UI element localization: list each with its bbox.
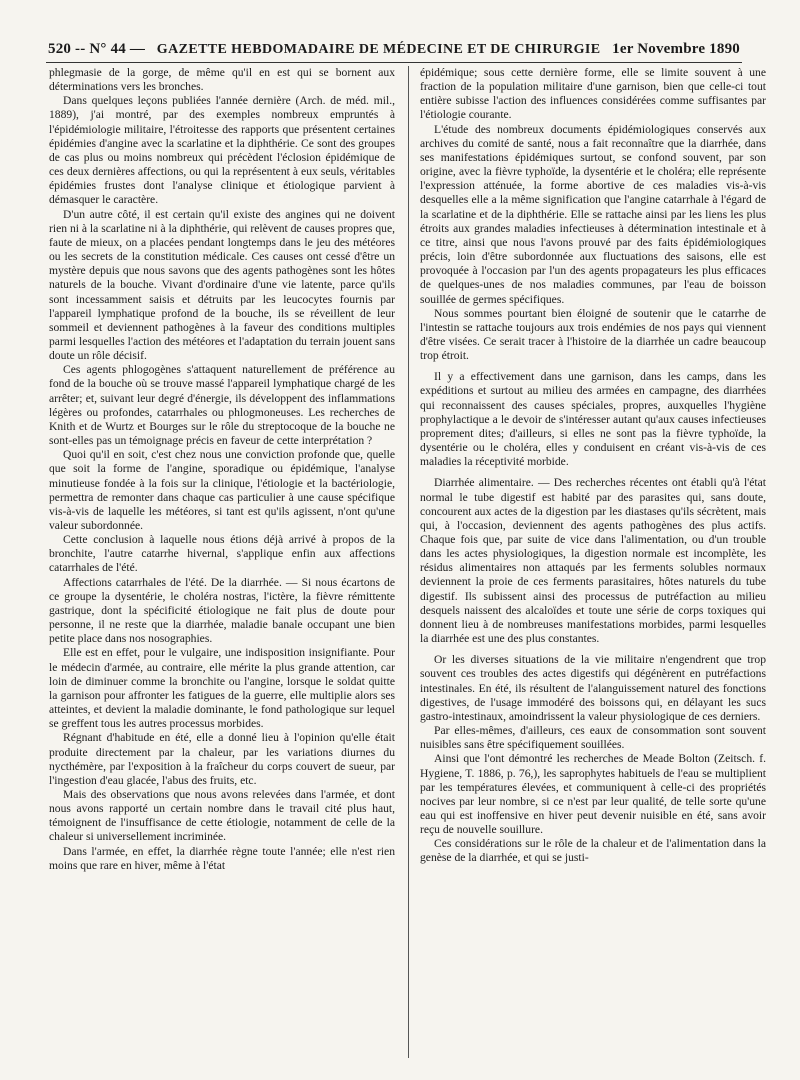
paragraph: Ces considérations sur le rôle de la chaleur et de l'alimentation dans la genèse de la diarrhée, et qui se justi-	[420, 837, 766, 865]
paragraph: Mais des observations que nous avons relevées dans l'armée, et dont nous avons rapporté un certain nombre dans le travail cité plus haut, témoignent de l'insuffisance de cette étiologie, notamment de celle de la chaleur si universellement incriminée.	[49, 787, 395, 844]
page-header	[48, 34, 740, 58]
header-rule	[46, 62, 742, 63]
paragraph: Cette conclusion à laquelle nous étions déjà arrivé à propos de la bronchite, l'autre catarrhe hivernal, s'applique enfin aux affections catarrhales de l'été.	[49, 533, 395, 575]
paragraph: Elle est en effet, pour le vulgaire, une indisposition insignifiante. Pour le médecin d'armée, au contraire, elle mérite la plus grande attention, car loin de diminuer comme la bronchite ou l'angine, lorsque le soldat quitte la garnison pour affronter les fatigues de la guerre, elle multiplie alors ses atteintes, et devient la maladie dominante, le fond pathologique sur lequel se greffent tous les autres processus morbides.	[49, 646, 395, 731]
paragraph: Par elles-mêmes, d'ailleurs, ces eaux de consommation sont souvent nuisibles sans être spécifiquement souillées.	[420, 724, 766, 752]
paragraph: Ces agents phlogogènes s'attaquent naturellement de préférence au fond de la bouche où se trouve massé l'appareil lymphatique chargé de les arrêter; et, suivant leur degré d'énergie, ils développent des inflammations légères ou profondes, catarrhales ou phlogmoneuses. Les recherches de Knith et de Wurtz et Bourges sur le rôle du streptocoque de la bouche ne sont-elles pas un témoignage précis en faveur de cette interprétation ?	[49, 363, 395, 448]
paragraph: Dans quelques leçons publiées l'année dernière (Arch. de méd. mil., 1889), j'ai montré, par des exemples nombreux empruntés à l'épidémiologie militaire, l'étroitesse des rapports que présentent certaines épidémies d'angine avec la scarlatine et la diphthérie. Ce sont des groupes de cas plus ou moins nombreux qui précèdent l'éclosion épidémique de ces deux dernières affections, ou qui la représentent à eux seuls, véritables épidémies frustes dont l'analyse clinique et étiologique parvient à démasquer le caractère.	[49, 94, 395, 207]
section-paragraph-alimentary-diarrhea: Diarrhée alimentaire. — Des recherches récentes ont établi qu'à l'état normal le tube digestif est habité par des parasites qui, sans doute, concourent aux actes de la digestion par les diastases qu'ils sécrètent, mais qui, à l'occasion, deviennent des agents pathogènes des plus actifs. Chaque fois que, par suite de vice dans l'alimentation, ou d'un trouble dans les actes physiologiques, la digestion normale est incomplète, les résidus alimentaires non attaqués par les ferments solubles normaux deviennent la proie de ces ferments parasitaires, hôtes naturels du tube digestif. Ils subissent ainsi des processus de putréfaction au milieu desquels naissent des alcaloïdes et toute une série de corps toxiques qui donnent lieu à de nombreuses manifestations morbides, parmi lesquelles la diarrhée est une des plus constantes.	[420, 476, 766, 646]
paragraph: Nous sommes pourtant bien éloigné de soutenir que le catarrhe de l'intestin se rattache toujours aux trois endémies de nos pays qui viennent d'être visées. Ce serait tracer à l'histoire de la diarrhée un cadre beaucoup trop étroit.	[420, 306, 766, 363]
paragraph: épidémique; sous cette dernière forme, elle se limite souvent à une fraction de la population militaire d'une garnison, bien que celle-ci tout entière subisse l'action des influences considérées comme suffisantes par l'étiologie courante.	[420, 66, 766, 122]
page-number: 520 -- N° 44 —	[48, 41, 146, 57]
paragraph: L'étude des nombreux documents épidémiologiques conservés aux archives du comité de santé, nous a fait reconnaître que la diarrhée, dans ses manifestations épidémiques surtout, se confond souvent, par son origine, avec la fièvre typhoïde, la dysentérie et le choléra; elle représente l'expression atténuée, la forme abortive de ces maladies vis-à-vis desquelles elle a la même signification que l'angine catarrhale à l'égard de la scarlatine et de la diphthérie. Elle se rattache ainsi par les liens les plus étroits aux grandes maladies infectieuses à détermination intestinale et à ce titre, ainsi que nous l'avons prouvé par des faits épidémiologiques précis, loin d'être subordonnée aux fluctuations des saisons, elle est provoquée à l'occasion par l'un des agents propagateurs les plus efficaces de quelques-unes de nos maladies communes, par l'eau de boisson souillée de germes spécifiques.	[420, 122, 766, 306]
issue-date: 1er Novembre 1890	[612, 41, 740, 57]
column-divider	[408, 66, 409, 1058]
journal-title: GAZETTE HEBDOMADAIRE DE MÉDECINE ET DE CHIRURGIE	[156, 42, 601, 57]
paragraph: Régnant d'habitude en été, elle a donné lieu à l'opinion qu'elle était produite directement par la chaleur, par les variations diurnes du nycthémère, par l'exposition à la fraîcheur du corps couvert de sueur, par l'ingestion d'eau glacée, l'abus des fruits, etc.	[49, 731, 395, 787]
paragraph: Ainsi que l'ont démontré les recherches de Meade Bolton (Zeitsch. f. Hygiene, T. 1886, p. 76,), les saprophytes habituels de l'eau se multiplient par les températures élevées, et communiquent à celle-ci des propriétés nocives par leur nombre, si ce n'est par leur qualité, de telle sorte qu'une eau qui est inoffensive en hiver peut devenir nuisible en été, sans avoir reçu de nouvelle souillure.	[420, 752, 766, 837]
right-column	[420, 66, 766, 1066]
paragraph: Dans l'armée, en effet, la diarrhée règne toute l'année; elle n'est rien moins que rare en hiver, même à l'état	[49, 844, 395, 872]
paragraph: Quoi qu'il en soit, c'est chez nous une conviction profonde que, quelle que soit la forme de l'angine, sporadique ou épidémique, l'analyse minutieuse fondée à la fois sur la clinique, l'étiologie et la bactériologie, permettra de remonter dans chaque cas particulier à une cause spécifique vis-à-vis de laquelle les météores, si tant est qu'ils agissent, n'ont qu'une valeur subordonnée.	[49, 448, 395, 532]
paragraph: Or les diverses situations de la vie militaire n'engendrent que trop souvent ces troubles des actes digestifs qui dégénèrent en putréfactions intestinales. En été, ils résultent de l'alanguissement naturel des fonctions digestives, de l'usage immodéré des boissons qui, en délayant les sucs gastro-intestinaux, amoindrissent la valeur physiologique de ces derniers.	[420, 653, 766, 723]
section-paragraph-summer-catarrh: Affections catarrhales de l'été. De la diarrhée. — Si nous écartons de ce groupe la dysentérie, le choléra nostras, l'ictère, la fièvre rémittente gastrique, dont la spécificité étiologique ne fait plus de doute pour personne, il ne reste que la diarrhée, maladie banale occupant une bien petite place dans nos nosographies.	[49, 575, 395, 646]
paragraph: Il y a effectivement dans une garnison, dans les camps, dans les expéditions et surtout au milieu des armées en campagne, des diarrhées qui reconnaissent des causes spéciales, propres, auxquelles l'hygiène prophylactique a le devoir de s'intéresser autant qu'aux causes infectieuses proprement dites; d'ailleurs, si elles ne sont pas la fièvre typhoïde, la dysentérie ou le choléra, elles y conduisent en créant vis-à-vis de ces maladies la réceptivité morbide.	[420, 370, 766, 469]
paragraph: D'un autre côté, il est certain qu'il existe des angines qui ne doivent rien ni à la scarlatine ni à la diphthérie, qui relèvent de causes propres que, faute de mieux, on a placées pendant longtemps dans le jeu des météores ou les secrets de la constitution médicale. Ces causes ont cessé d'être un mystère depuis que nous savons que des agents pathogènes sont les hôtes naturels de la bouche. Vivant d'ordinaire d'une vie latente, parce qu'ils sont incessamment saisis et détruits par les leucocytes fournis par l'appareil lymphatique profond de la bouche, ils se réveillent de leur sommeil et deviennent pathogènes à la faveur des conditions multiples parmi lesquelles l'action des météores et l'adaptation du terrain jouent sans doute un rôle décisif.	[49, 207, 395, 363]
paragraph: phlegmasie de la gorge, de même qu'il en est qui se bornent aux déterminations vers les bronches.	[49, 66, 395, 94]
left-column	[49, 66, 395, 1066]
